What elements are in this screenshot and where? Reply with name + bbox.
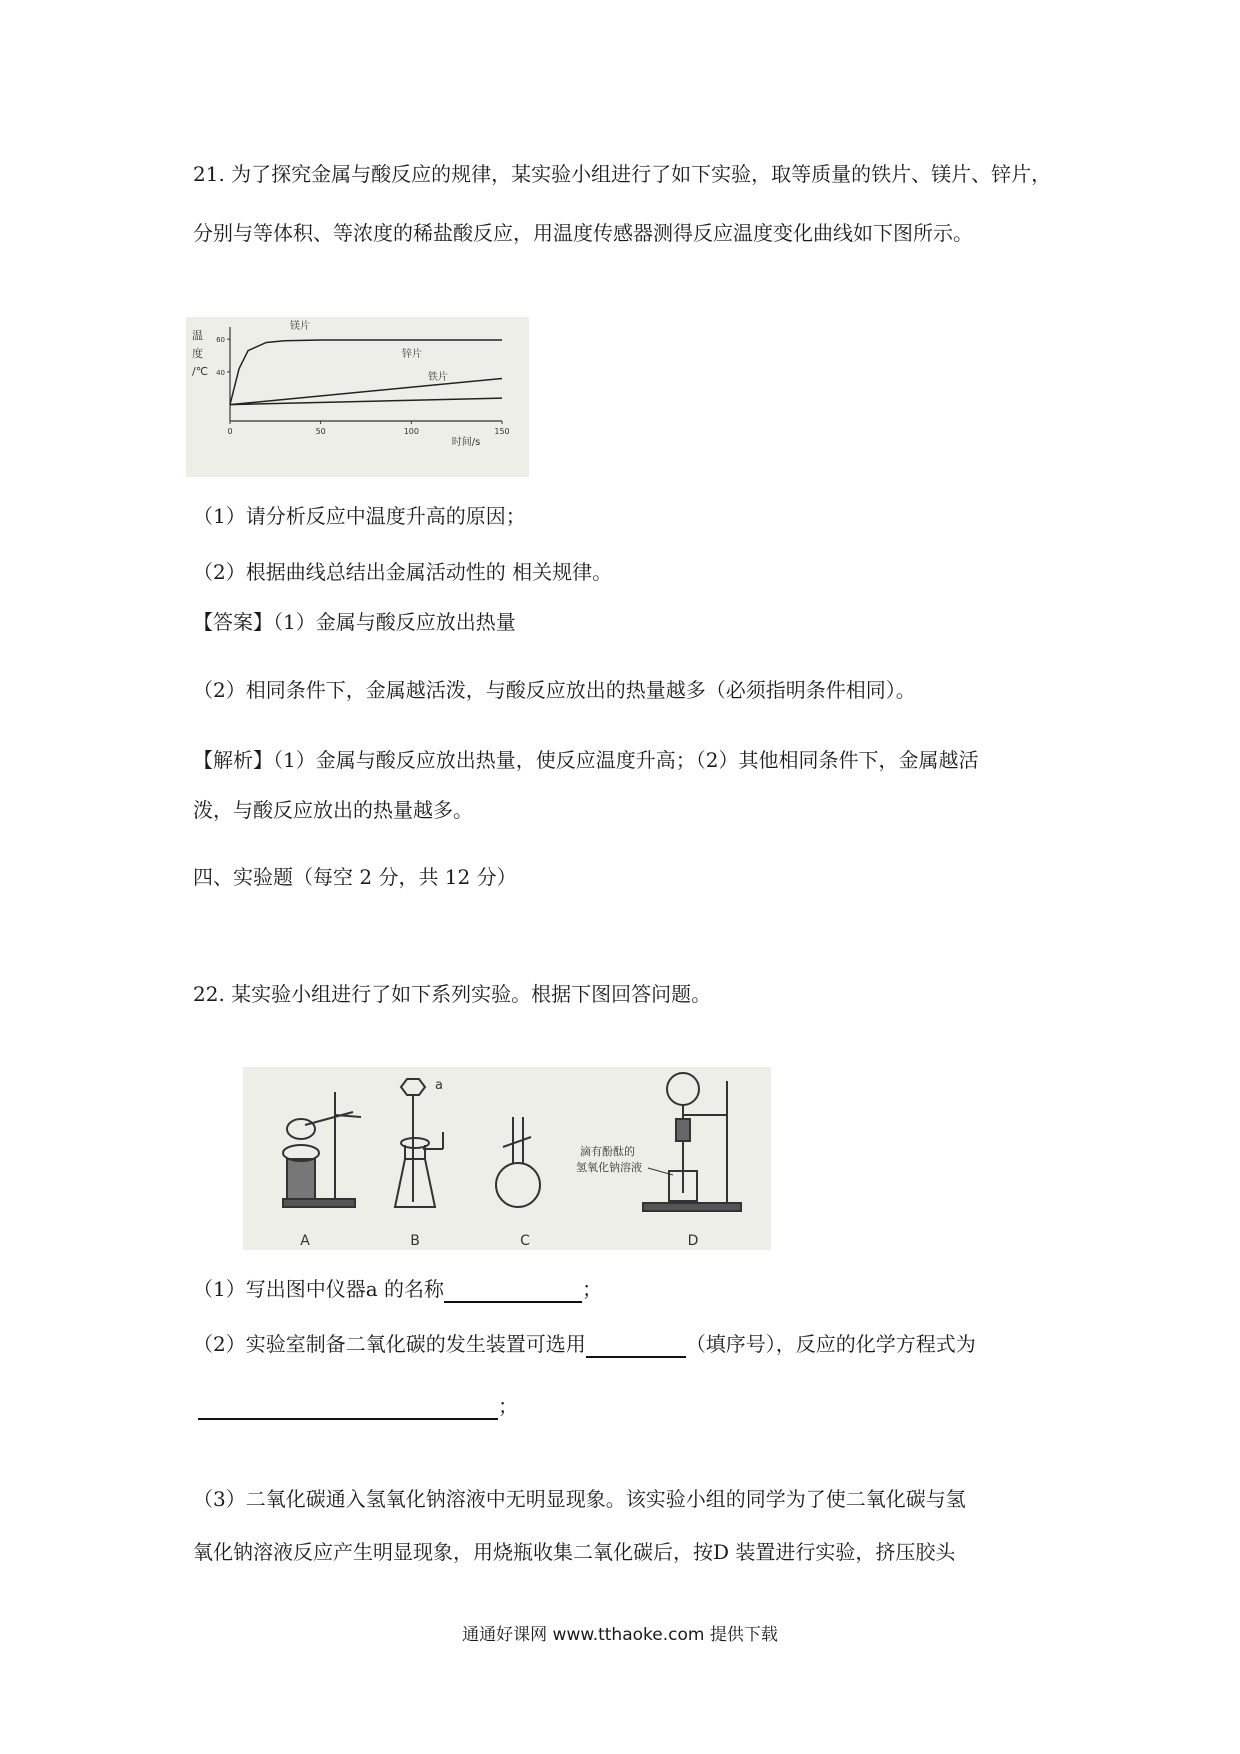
analysis-label: 【解析】 [193, 748, 273, 772]
apparatus-svg [243, 1067, 771, 1250]
q22-sub2 [193, 1330, 976, 1358]
q21-answer1 [193, 608, 516, 636]
series-label-2: 铁片 [428, 372, 448, 383]
apparatus-a-drawing [283, 1092, 361, 1207]
apparatus-label-c: C [520, 1233, 530, 1249]
apparatus-label-b: B [410, 1233, 420, 1249]
answer-blank-1[interactable] [444, 1279, 582, 1303]
x-tick-label: 150 [494, 427, 510, 436]
answer-label: 【答案】 [193, 610, 273, 634]
q22-sub3-line1: （3）二氧化碳通入氢氧化钠溶液中无明显现象。该实验小组的同学为了使二氧化碳与氢 [193, 1487, 966, 1511]
series-label-0: 镁片 [290, 321, 310, 332]
d-annotation-line2: 氢氧化钠溶液 [576, 1161, 642, 1174]
q22-sub2-text: （2）实验室制备二氧化碳的发生装置可选用 [193, 1332, 586, 1356]
y-axis-label: /℃ [192, 365, 209, 378]
apparatus-label-a: A [300, 1233, 310, 1249]
footer: 通通好课网 www.tthaoke.com 提供下载 [462, 1625, 778, 1645]
q22-sub1 [193, 1275, 602, 1303]
q21-stem-line2: 分别与等体积、等浓度的稀盐酸反应，用温度传感器测得反应温度变化曲线如下图所示。 [193, 221, 973, 245]
series-line-0 [230, 340, 502, 405]
y-tick-label: 40 [216, 368, 225, 377]
y-tick-label: 60 [216, 336, 225, 345]
apparatus-figure [243, 1067, 771, 1250]
temperature-chart [186, 317, 529, 477]
q21-analysis-line2: 泼，与酸反应放出的热量越多。 [193, 798, 473, 822]
q22-sub1-end: ； [582, 1277, 603, 1301]
q22-sub2-end: ； [498, 1394, 518, 1418]
q22-sub2-mid: （填序号），反应的化学方程式为 [685, 1332, 976, 1356]
section4-heading: 四、实验题（每空 2 分，共 12 分） [193, 865, 517, 889]
apparatus-c-drawing [496, 1117, 540, 1207]
q21-sub2: （2）根据曲线总结出金属活动性的 相关规律。 [193, 560, 613, 584]
x-axis-label: 时间/s [451, 437, 481, 448]
apparatus-b-drawing [395, 1079, 443, 1207]
label-a: a [435, 1078, 443, 1093]
x-tick-label: 50 [315, 427, 326, 436]
q21-stem-line1: 21. 为了探究金属与酸反应的规律，某实验小组进行了如下实验，取等质量的铁片、镁片、锌片， [193, 162, 1052, 186]
x-tick-label: 100 [403, 427, 419, 436]
answer-blank-3[interactable] [198, 1396, 498, 1420]
y-axis-label: 度 [192, 347, 203, 360]
q22-sub3-line2: 氧化钠溶液反应产生明显现象，用烧瓶收集二氧化碳后，按D 装置进行实验，挤压胶头 [193, 1540, 956, 1564]
temperature-chart-svg [186, 317, 529, 477]
q21-sub1: （1）请分析反应中温度升高的原因； [193, 504, 526, 528]
answer-blank-2[interactable] [586, 1334, 686, 1358]
apparatus-label-d: D [687, 1233, 699, 1249]
answer1-text: （1）金属与酸反应放出热量 [273, 610, 516, 634]
q21-answer2: （2）相同条件下，金属越活泼，与酸反应放出的热量越多（必须指明条件相同）。 [193, 678, 916, 702]
q22-sub1-text: （1）写出图中仪器a 的名称 [193, 1277, 445, 1301]
d-annotation-line1: 滴有酚酞的 [580, 1145, 635, 1158]
x-tick-label: 0 [227, 427, 233, 436]
apparatus-d-drawing [643, 1073, 741, 1211]
analysis-text: （1）金属与酸反应放出热量，使反应温度升高；（2）其他相同条件下，金属越活 [273, 748, 979, 772]
q22-sub2-equation [198, 1392, 518, 1420]
q22-stem: 22. 某实验小组进行了如下系列实验。根据下图回答问题。 [193, 982, 712, 1006]
q21-analysis-line1 [193, 746, 978, 774]
y-axis-label: 温 [192, 329, 203, 342]
series-label-1: 锌片 [402, 349, 422, 360]
